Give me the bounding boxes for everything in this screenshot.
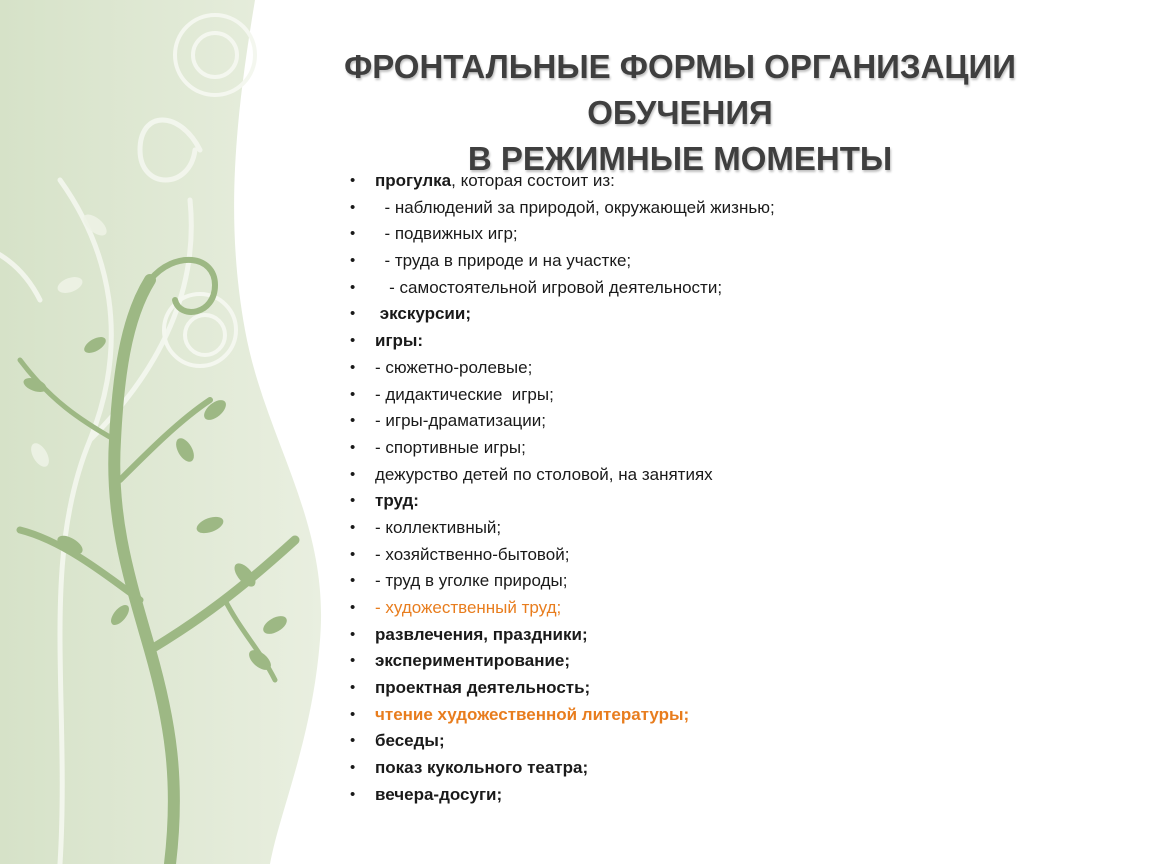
list-item-bold-text: вечера-досуги; [375, 784, 503, 804]
list-item [350, 702, 1110, 729]
list-item [350, 355, 1110, 382]
list-item-bold-text: развлечения, праздники; [375, 624, 588, 644]
list-item-bold-text: чтение художественной литературы; [375, 704, 690, 724]
list-item-bold-text: экскурсии; [375, 304, 471, 324]
list-item-text: - художественный труд; [375, 598, 562, 617]
list-item [350, 328, 1110, 355]
list-item-text: - труд в уголке природы; [375, 571, 568, 591]
list-item-text: - подвижных игр; [375, 224, 518, 244]
list-item [350, 301, 1110, 328]
list-item-text: - дидактические игры; [375, 384, 554, 404]
list-item-text: - хозяйственно-бытовой; [375, 544, 570, 564]
list-item-text: - самостоятельной игровой деятельности; [375, 277, 723, 297]
list-item [350, 622, 1110, 649]
list-item [350, 488, 1110, 515]
list-item-bold-text: проектная деятельность; [375, 678, 591, 698]
list-item [350, 168, 1110, 195]
list-item-text: - игры-драматизации; [375, 411, 546, 431]
list-item-text: , которая состоит из: [451, 171, 615, 190]
list-item [350, 435, 1110, 462]
list-item-bold-text: экспериментирование; [375, 651, 571, 671]
list-item [350, 675, 1110, 702]
list-item-text: - наблюдений за природой, окружающей жизнью; [375, 197, 775, 217]
list-item-text: - сюжетно-ролевые; [375, 357, 533, 377]
list-item [350, 382, 1110, 409]
list-item-bold-text: прогулка [375, 171, 452, 190]
list-item-text: - коллективный; [375, 517, 502, 537]
forms-list [350, 168, 1110, 809]
page-title [250, 44, 1110, 182]
list-item [350, 275, 1110, 302]
list-item [350, 595, 1110, 622]
list-item-text: дежурство детей по столовой, на занятиях [375, 464, 713, 484]
list-item [350, 782, 1110, 809]
list-item-bold-text: показ кукольного театра; [375, 758, 589, 778]
list-item [350, 408, 1110, 435]
list-item [350, 221, 1110, 248]
title-line-2: В РЕЖИМНЫЕ МОМЕНТЫ [467, 140, 893, 177]
title-line-1: ФРОНТАЛЬНЫЕ ФОРМЫ ОРГАНИЗАЦИИ ОБУЧЕНИЯ [344, 48, 1016, 131]
list-item [350, 755, 1110, 782]
list-item [350, 248, 1110, 275]
list-item-bold-text: игры: [375, 331, 424, 351]
list-item [350, 195, 1110, 222]
list-item [350, 568, 1110, 595]
list-item [350, 648, 1110, 675]
list-item [350, 542, 1110, 569]
list-item-text: - труда в природе и на участке; [375, 251, 632, 271]
list-item [350, 462, 1110, 489]
list-item-bold-text: беседы; [375, 731, 445, 751]
list-item [350, 728, 1110, 755]
list-item-bold-text: труд: [375, 491, 419, 511]
list-item [350, 515, 1110, 542]
list-item-text: - спортивные игры; [375, 437, 526, 457]
